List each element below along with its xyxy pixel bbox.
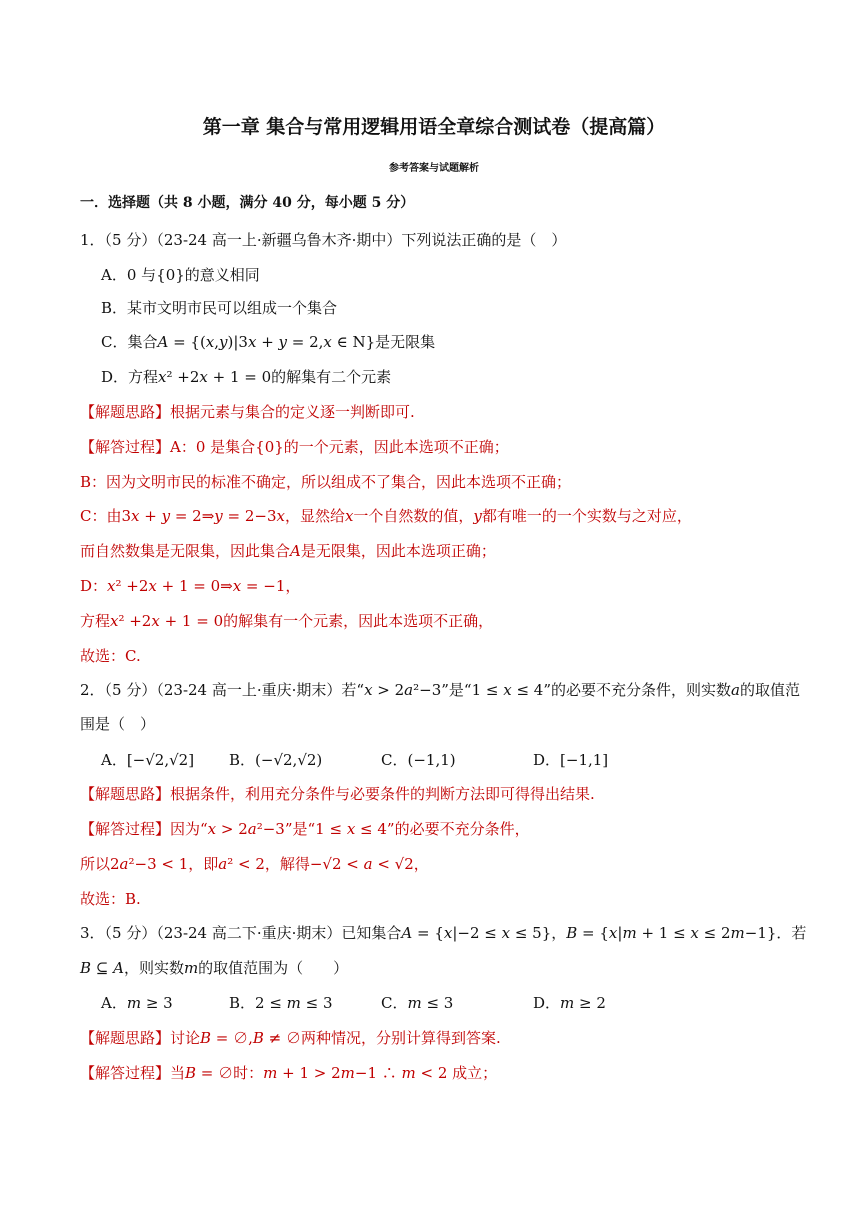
page-subtitle: 参考答案与试题解析 [389,163,479,174]
question-3-option-d: D．𝑚 ≥ 2 [533,994,606,1012]
question-1-option-c: C．集合𝐴 = {(𝑥,𝑦)|3𝑥 + 𝑦 = 2,𝑥 ∈ N}是无限集 [101,333,436,351]
question-1-solution-line: D：𝑥² +2𝑥 + 1 = 0⇒𝑥 = −1， [80,577,301,595]
question-2-solution-line: 【解答过程】因为“𝑥 > 2𝑎²−3”是“1 ≤ 𝑥 ≤ 4”的必要不充分条件， [80,820,530,838]
question-1-solution-line: C：由3𝑥 + 𝑦 = 2⇒𝑦 = 2−3𝑥，显然给𝑥一个自然数的值，𝑦都有唯一的一个实数与之对应， [80,507,692,525]
question-2-option-d: D．[−1,1] [533,751,609,769]
question-2-option-a: A．[−√2,√2] [101,751,195,769]
question-1-idea: 【解题思路】根据元素与集合的定义逐一判断即可. [80,403,415,421]
question-1-solution-line: 而自然数集是无限集，因此集合𝐴是无限集，因此本选项正确； [80,542,496,560]
question-1-answer: 故选：C. [80,647,141,665]
question-1-option-b: B．某市文明市民可以组成一个集合 [101,299,338,317]
section-heading: 一．选择题（共 8 小题，满分 40 分，每小题 5 分） [80,195,415,211]
question-1-solution-line: 方程𝑥² +2𝑥 + 1 = 0的解集有一个元素，因此本选项不正确， [80,612,494,630]
question-3-solution-line: 【解答过程】当𝐵 = ∅时：𝑚 + 1 > 2𝑚−1 ∴ 𝑚 < 2 成立； [80,1064,498,1082]
question-2-option-c: C．(−1,1) [381,751,456,769]
question-2-stem: 2．（5 分）（23-24 高一上·重庆·期末）若“𝑥 > 2𝑎²−3”是“1 ≤ 𝑥 ≤ 4”的必要不充分条件，则实数𝑎的取值范 [80,681,800,699]
page-title: 第一章 集合与常用逻辑用语全章综合测试卷（提高篇） [202,116,666,138]
question-1-solution-line: B：因为文明市民的标准不确定，所以组成不了集合，因此本选项不正确； [80,473,572,491]
question-3-option-b: B．2 ≤ 𝑚 ≤ 3 [229,994,333,1012]
question-1-option-d: D．方程𝑥² +2𝑥 + 1 = 0的解集有二个元素 [101,368,392,386]
question-3-idea: 【解题思路】讨论𝐵 = ∅,𝐵 ≠ ∅两种情况，分别计算得到答案. [80,1029,501,1047]
question-2-solution-line: 所以2𝑎²−3 < 1，即𝑎² < 2，解得−√2 < 𝑎 < √2， [80,855,429,873]
question-2-answer: 故选：B. [80,890,141,908]
question-2-option-b: B．(−√2,√2) [229,751,323,769]
question-1-option-a: A．0 与{0}的意义相同 [101,266,260,284]
question-2-idea: 【解题思路】根据条件，利用充分条件与必要条件的判断方法即可得得出结果. [80,785,595,803]
question-2-stem-cont: 围是（ ） [80,715,156,733]
question-3-stem: 3．（5 分）（23-24 高二下·重庆·期末）已知集合𝐴 = {𝑥|−2 ≤ 𝑥 ≤ 5}，𝐵 = {𝑥|𝑚 + 1 ≤ 𝑥 ≤ 2𝑚−1}．若 [80,924,807,942]
question-3-option-a: A．𝑚 ≥ 3 [101,994,173,1012]
question-1-stem: 1．（5 分）（23-24 高一上·新疆乌鲁木齐·期中）下列说法正确的是（ ） [80,231,567,249]
question-3-option-c: C．𝑚 ≤ 3 [381,994,454,1012]
question-3-stem-cont: 𝐵 ⊆ 𝐴，则实数𝑚的取值范围为（ ） [80,959,349,977]
question-1-solution-line: 【解答过程】A：0 是集合{0}的一个元素，因此本选项不正确； [80,438,509,456]
